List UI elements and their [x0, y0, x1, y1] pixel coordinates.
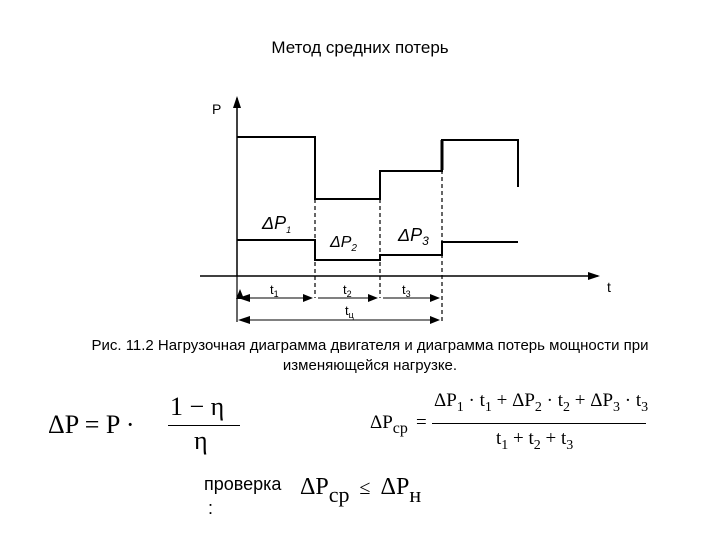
- formula-loss-denominator: η: [194, 426, 208, 455]
- y-axis-arrow: [233, 96, 241, 108]
- formula-avg-fraction-bar: [432, 423, 646, 424]
- loss-curve: [237, 240, 518, 260]
- formula-avg-denominator: $t_1 + t_2 + t_3$: [496, 428, 574, 453]
- label-dP1: $\Delta P_1$: [262, 213, 292, 235]
- caption-line-1: Рис. 11.2 Нагрузочная диаграмма двигателя и диаграмма потерь мощности при: [91, 337, 649, 354]
- check-label: проверка: [204, 474, 282, 494]
- label-dP3: $\Delta P_3$: [398, 225, 429, 248]
- x-axis-label: t: [607, 279, 611, 295]
- label-dP2: $\Delta P_2$: [330, 234, 357, 254]
- dim-t1-start-arrow: [238, 294, 250, 302]
- check-colon: :: [208, 498, 214, 518]
- formula-avg-lhs: $\Delta P_{ср}$: [370, 412, 408, 437]
- page-title: Метод средних потерь: [271, 38, 449, 57]
- y-axis-label: P: [212, 101, 222, 117]
- formula-loss-lhs: ΔP = P ·: [48, 410, 135, 439]
- figure-caption: [60, 336, 680, 376]
- formula-avg-numerator: $\Delta P_1 \cdot t_1 + \Delta P_2 \cdot t_2 + \Delta P_3 \cdot t_3$: [434, 390, 649, 415]
- formula-avg-eq: =: [416, 412, 427, 433]
- formula-loss-numerator: 1 − η: [170, 392, 225, 421]
- x-axis-arrow: [588, 272, 600, 280]
- check-inequality: ΔPср ≤ ΔPн: [300, 474, 422, 507]
- label-t2: $t_2$: [343, 282, 352, 299]
- label-t3: $t_3$: [402, 282, 411, 299]
- load-curve: [237, 137, 518, 199]
- formula-loss: [48, 392, 248, 462]
- label-tc: $t_ц$: [345, 303, 354, 320]
- label-t1: $t_1$: [270, 282, 279, 299]
- dim-tc-start-arrow: [238, 316, 250, 324]
- formula-average-loss: [370, 386, 660, 466]
- caption-line-2: изменяющейся нагрузке.: [282, 357, 458, 374]
